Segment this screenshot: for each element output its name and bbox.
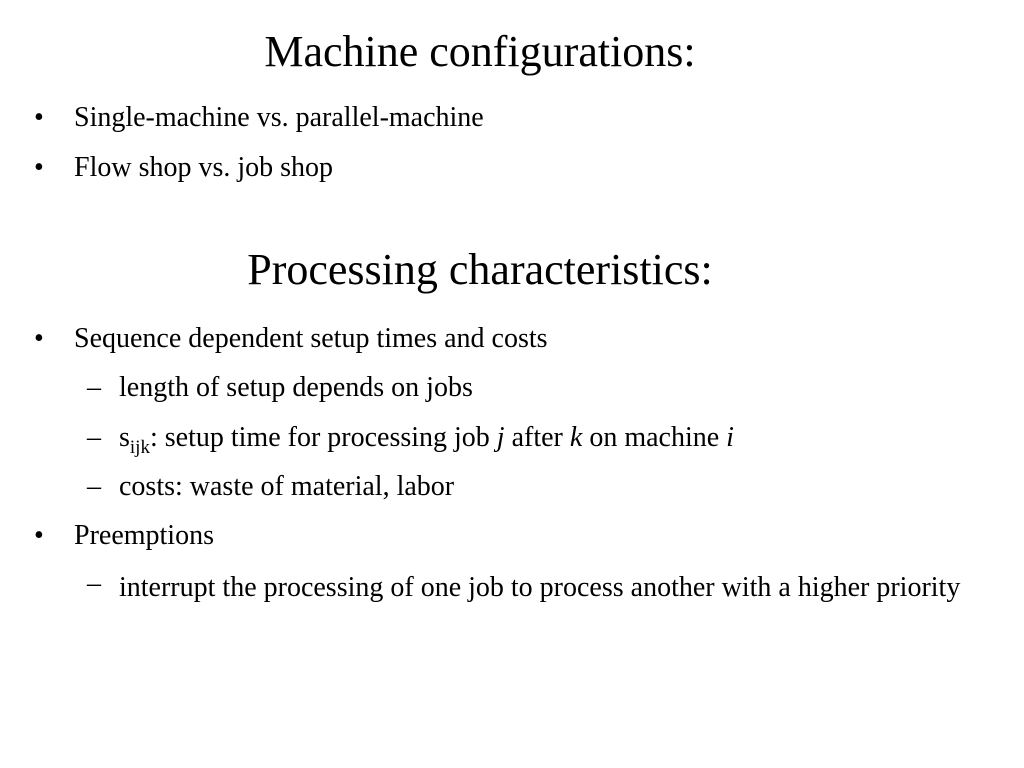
dash-marker: – — [87, 471, 101, 502]
dash-marker: – — [87, 372, 101, 403]
bullet-marker: • — [34, 520, 44, 551]
bullet-text: Preemptions — [74, 520, 214, 551]
heading-machine-configurations: Machine configurations: — [264, 27, 696, 76]
var-i: i — [726, 422, 734, 453]
sijk-text-3: on machine — [582, 422, 727, 453]
dash-marker: – — [87, 422, 101, 453]
symbol-s: s — [119, 422, 130, 453]
subbullet-text: interrupt the processing of one job to process another with a higher priority — [119, 572, 961, 603]
sijk-text-1: : setup time for processing job — [149, 422, 497, 453]
subbullet-text — [119, 421, 734, 458]
heading-processing-characteristics: Processing characteristics: — [247, 245, 713, 294]
dash-marker: – — [87, 568, 101, 599]
sijk-text-2: after — [504, 422, 570, 453]
subbullet-text: length of setup depends on jobs — [119, 372, 473, 403]
bullet-text: Sequence dependent setup times and costs — [74, 323, 548, 354]
subscript-ijk: ijk — [129, 437, 150, 458]
subbullet-text: costs: waste of material, labor — [119, 471, 455, 502]
bullet-marker: • — [34, 323, 44, 354]
bullet-marker: • — [34, 102, 44, 133]
bullet-marker: • — [34, 152, 44, 183]
bullet-text: Flow shop vs. job shop — [74, 152, 334, 183]
var-j: j — [496, 422, 505, 453]
var-k: k — [569, 422, 583, 453]
bullet-text: Single-machine vs. parallel-machine — [74, 102, 484, 133]
